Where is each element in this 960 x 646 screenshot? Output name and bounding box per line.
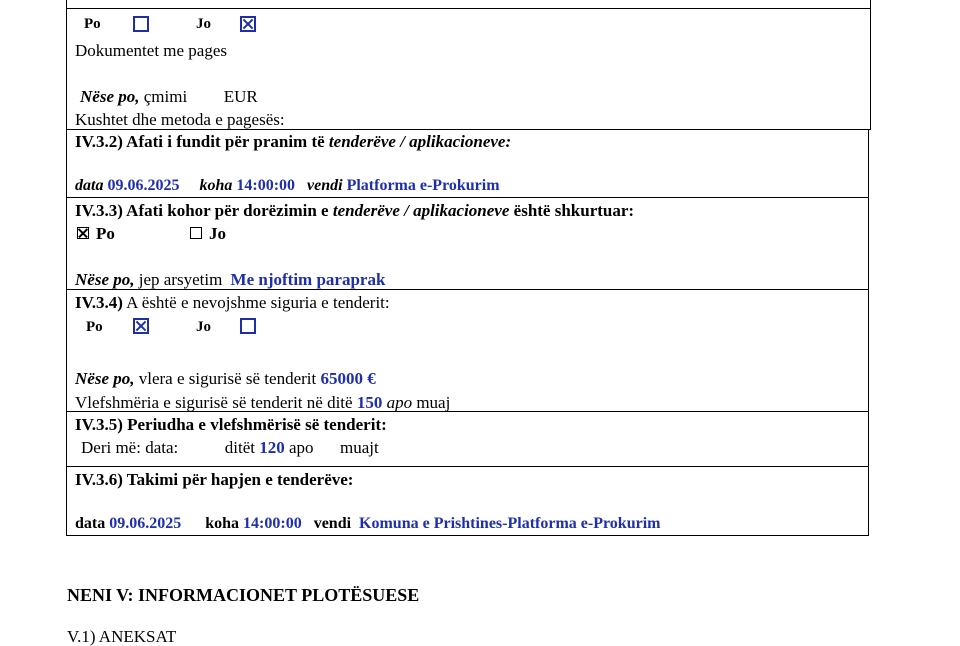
heading-text: IV.3.2) Afati i fundit për pranim të xyxy=(75,132,329,151)
next-section-title: V.1) ANEKSAT xyxy=(67,627,177,646)
reason-value: Me njoftim paraprak xyxy=(230,270,386,289)
data-label: data xyxy=(75,515,106,532)
section-heading: IV.3.5) Periudha e vlefshmërisë së tenderit: xyxy=(75,415,387,434)
jep-text: jep arsyetim xyxy=(138,270,223,289)
heading-text: IV.3.3) Afati kohor për dorëzimin e xyxy=(75,201,333,220)
checkbox-po-checked[interactable] xyxy=(77,227,89,239)
nese-po-text: Nëse po, xyxy=(75,270,135,289)
days-value: 120 xyxy=(259,438,285,457)
vendi-value: Platforma e-Prokurim xyxy=(346,177,500,194)
section-heading: IV.3.6) Takimi për hapjen e tenderëve: xyxy=(75,470,354,489)
data-label: data xyxy=(75,177,104,194)
apo-text: apo xyxy=(288,438,314,457)
option-jo-label: Jo xyxy=(196,319,211,335)
dokumentet-label: Dokumentet me pages xyxy=(75,41,228,60)
kushtet-label: Kushtet dhe metoda e pagesës: xyxy=(75,110,285,129)
nese-po-text: Nëse po, xyxy=(80,87,140,106)
data-value: 09.06.2025 xyxy=(109,515,182,532)
chapter-title: NENI V: INFORMACIONET PLOTËSUESE xyxy=(67,585,420,605)
validity-text: Vlefshmëria e sigurisë së tenderit në ditë xyxy=(75,393,353,412)
reason-line xyxy=(75,271,385,288)
option-jo-label: Jo xyxy=(196,16,211,32)
koha-value: 14:00:00 xyxy=(236,177,296,194)
section-heading xyxy=(75,202,634,219)
koha-value: 14:00:00 xyxy=(243,515,302,532)
opening-line xyxy=(75,516,660,532)
section-heading xyxy=(75,133,511,150)
deri-text: Deri më: data: xyxy=(81,438,179,457)
heading-suffix-text: është shkurtuar: xyxy=(509,201,635,220)
price-line xyxy=(80,88,258,105)
muaj-text: muaj xyxy=(416,393,451,412)
ditet-text: ditët xyxy=(224,438,255,457)
divider xyxy=(66,8,870,9)
cmimi-text: çmimi xyxy=(143,87,188,106)
section-heading xyxy=(75,294,390,311)
vendi-value: Komuna e Prishtines-Platforma e-Prokurim xyxy=(359,515,661,532)
heading-text: A është e nevojshme siguria e tenderit: xyxy=(122,293,390,312)
checkbox-jo-empty[interactable] xyxy=(190,227,202,239)
checkbox-po-empty[interactable] xyxy=(133,16,149,32)
validity-line xyxy=(75,394,450,411)
checkbox-po-checked[interactable] xyxy=(133,318,149,334)
checkbox-jo-empty[interactable] xyxy=(240,318,256,334)
nese-po-text: Nëse po, xyxy=(75,369,135,388)
heading-number: IV.3.4) xyxy=(75,293,123,312)
option-jo-label: Jo xyxy=(209,224,226,243)
option-po-label: Po xyxy=(84,16,101,32)
muajt-text: muajt xyxy=(340,438,379,457)
apo-text: apo xyxy=(386,393,413,412)
vendi-label: vendi xyxy=(313,515,352,532)
koha-label: koha xyxy=(199,177,233,194)
security-amount: 65000 € xyxy=(320,369,376,388)
deadline-line xyxy=(75,178,500,194)
vendi-label: vendi xyxy=(307,177,343,194)
validity-days: 150 xyxy=(356,393,383,412)
heading-italic-text: tenderëve / aplikacioneve: xyxy=(328,132,512,151)
heading-italic-text: tenderëve / aplikacioneve xyxy=(332,201,510,220)
option-po-label: Po xyxy=(96,224,115,243)
koha-label: koha xyxy=(205,515,240,532)
vlera-text: vlera e sigurisë së tenderit xyxy=(138,369,317,388)
checkbox-jo-checked[interactable] xyxy=(240,16,256,32)
option-po-label: Po xyxy=(86,319,103,335)
data-value: 09.06.2025 xyxy=(107,177,180,194)
period-line xyxy=(81,439,379,456)
security-value-line xyxy=(75,370,376,387)
currency-text: EUR xyxy=(223,87,258,106)
